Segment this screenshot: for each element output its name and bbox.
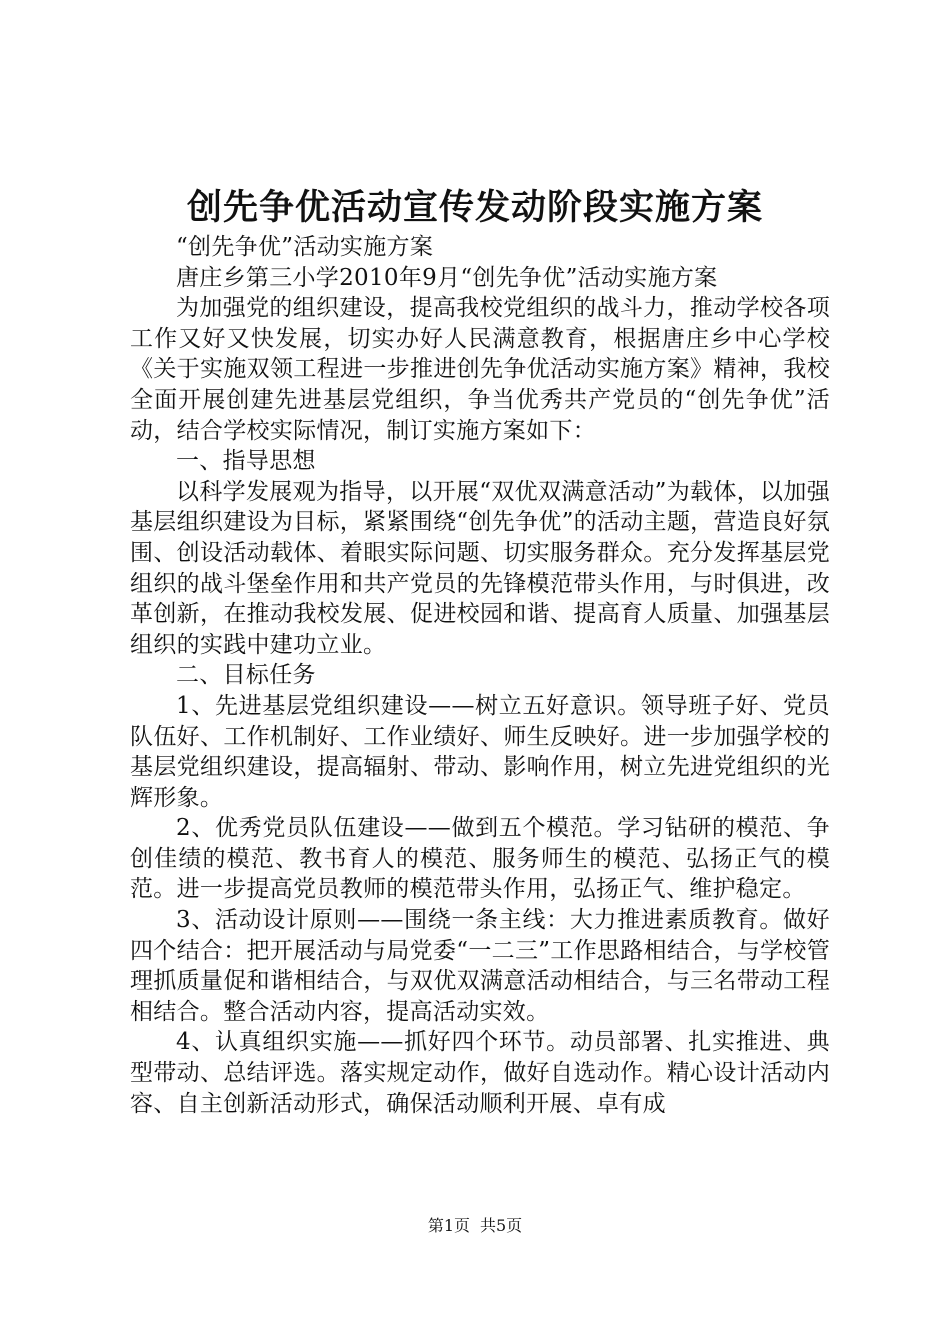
- paragraph: 2、优秀党员队伍建设——做到五个模范。学习钻研的模范、争创佳绩的模范、教书育人的模范、服务师生的模范、弘扬正气的模范。进一步提高党员教师的模范带头作用，弘扬正气、维护稳定。: [130, 815, 830, 903]
- document-body: [130, 232, 830, 1119]
- paragraph: 为加强党的组织建设，提高我校党组织的战斗力，推动学校各项工作又好又快发展，切实办好人民满意教育，根据唐庄乡中心学校《关于实施双领工程进一步推进创先争优活动实施方案》精神，我校全面开展创建先进基层党组织，争当优秀共产党员的“创先争优”活动，结合学校实际情况，制订实施方案如下：: [130, 295, 830, 444]
- paragraph: 唐庄乡第三小学2010年9月“创先争优”活动实施方案: [176, 264, 718, 291]
- paragraph: 4、认真组织实施——抓好四个环节。动员部署、扎实推进、典型带动、总结评选。落实规定动作，做好自选动作。精心设计活动内容、自主创新活动形式，确保活动顺利开展、卓有成: [130, 1029, 830, 1117]
- page-footer: [0, 1215, 950, 1237]
- page-total: 共5页: [480, 1216, 523, 1235]
- paragraph: 1、先进基层党组织建设——树立五好意识。领导班子好、党员队伍好、工作机制好、工作业绩好、师生反映好。进一步加强学校的基层党组织建设，提高辐射、带动、影响作用，树立先进党组织的光辉形象。: [130, 692, 830, 811]
- document-title: 创先争优活动宣传发动阶段实施方案: [186, 188, 763, 228]
- paragraph: 3、活动设计原则——围绕一条主线：大力推进素质教育。做好四个结合：把开展活动与局党委“一二三”工作思路相结合，与学校管理抓质量促和谐相结合，与双优双满意活动相结合，与三名带动工程相结合。整合活动内容，提高活动实效。: [130, 907, 830, 1025]
- paragraph: 以科学发展观为指导，以开展“双优双满意活动”为载体，以加强基层组织建设为目标，紧紧围绕“创先争优”的活动主题，营造良好氛围、创设活动载体、着眼实际问题、切实服务群众。充分发挥基层党组织的战斗堡垒作用和共产党员的先锋模范带头作用，与时俱进，改革创新，在推动我校发展、促进校园和谐、提高育人质量、加强基层组织的实践中建功立业。: [130, 478, 830, 658]
- section-heading: 二、目标任务: [176, 662, 316, 689]
- page-number: 第1页: [427, 1216, 470, 1235]
- paragraph: “创先争优”活动实施方案: [176, 234, 434, 260]
- section-heading: 一、指导思想: [176, 448, 316, 475]
